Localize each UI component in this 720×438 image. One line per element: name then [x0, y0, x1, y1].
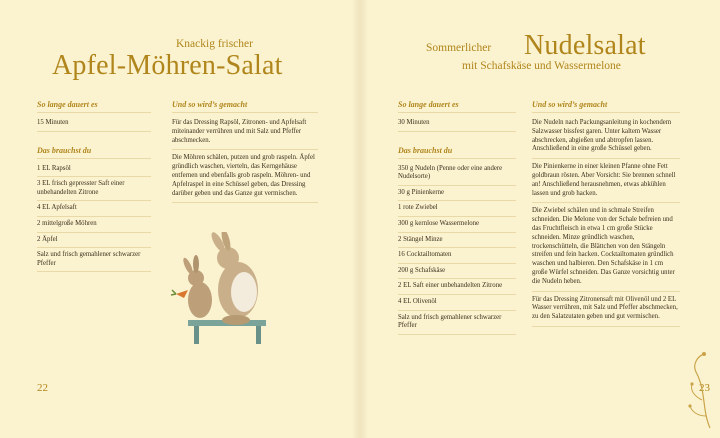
- left-ingredients-heading: Das brauchst du: [37, 146, 151, 159]
- left-steps-column: [172, 100, 318, 207]
- list-item: Salz und frisch gemahlener schwarzer Pfeffer: [398, 314, 516, 335]
- right-info-column: [398, 100, 516, 338]
- list-item: 1 rote Zwiebel: [398, 204, 516, 217]
- small-rabbit-ear: [181, 257, 194, 276]
- step-paragraph: Die Zwiebel schälen und in schmale Streifen schneiden. Die Melone von der Schale befreien und das Fruchtfleisch in etwa 1 cm große Stücke schneiden. Minze gründlich waschen, trockenschütteln, die Blättchen von den Stängeln streifen und fein hacken. Cocktailtomaten gründlich waschen und halbieren. Den Schafskäse in 1 cm große Würfel schneiden. Das Ganze vorsichtig unter die Nudeln heben.: [532, 207, 680, 291]
- step-paragraph: Die Möhren schälen, putzen und grob raspeln. Äpfel gründlich waschen, vierteln, das Kerngehäuse entfernen und ebenfalls grob raspeln. Möhren- und Apfelraspel in eine Schüssel geben, das Dressing darüber geben und das Ganze gut vermischen.: [172, 154, 318, 203]
- list-item: 3 EL frisch gepresster Saft einer unbehandelten Zitrone: [37, 180, 151, 201]
- step-paragraph: Die Pinienkerne in einer kleinen Pfanne ohne Fett goldbraun rösten. Aber Vorsicht: Sie brennen schnell an! Anschließend herausnehmen, etwas abkühlen lassen und grob hacken.: [532, 163, 680, 203]
- list-item: 350 g Nudeln (Penne oder eine andere Nudelsorte): [398, 165, 516, 186]
- left-time-value: 15 Minuten: [37, 119, 151, 132]
- floral-flourish-icon: [672, 350, 712, 430]
- list-item: 2 Äpfel: [37, 236, 151, 249]
- right-subtitle: mit Schafskäse und Wassermelone: [462, 60, 621, 72]
- left-title: Apfel-Möhren-Salat: [52, 50, 283, 81]
- right-ingredients-heading: Das brauchst du: [398, 146, 516, 159]
- left-kicker: Knackig frischer: [176, 38, 253, 50]
- right-title: Nudelsalat: [524, 30, 646, 61]
- bench-leg: [256, 326, 261, 344]
- list-item: 2 Stängel Minze: [398, 236, 516, 249]
- list-item: 2 mittelgroße Möhren: [37, 220, 151, 233]
- rabbit-feet: [222, 315, 250, 325]
- step-paragraph: Für das Dressing Rapsöl, Zitronen- und Apfelsaft miteinander verrühren und mit Salz und Pfeffer abschmecken.: [172, 119, 318, 150]
- rabbit-belly: [231, 272, 257, 312]
- step-paragraph: Für das Dressing Zitronensaft mit Olivenöl und 2 EL Wasser verrühren, mit Salz und Pfeffer abschmecken, zu den Salatzutaten geben und gut vermischen.: [532, 296, 680, 327]
- right-steps-column: [532, 100, 680, 331]
- carrot: [176, 290, 188, 298]
- page-number-left: 22: [37, 382, 48, 394]
- left-info-column: [37, 100, 151, 275]
- right-time-value: 30 Minuten: [398, 119, 516, 132]
- list-item: 16 Cocktailtomaten: [398, 251, 516, 264]
- page-number-right: 23: [699, 382, 710, 394]
- right-page: [360, 0, 720, 438]
- right-time-heading: So lange dauert es: [398, 100, 516, 113]
- left-time-heading: So lange dauert es: [37, 100, 151, 113]
- right-kicker: Sommerlicher: [426, 42, 492, 54]
- right-steps-heading: Und so wird’s gemacht: [532, 100, 680, 113]
- list-item: Salz und frisch gemahlener schwarzer Pfeffer: [37, 251, 151, 272]
- list-item: 200 g Schafskäse: [398, 267, 516, 280]
- carrot-leaves: [171, 290, 176, 295]
- left-ingredients-list: [37, 165, 151, 273]
- list-item: 2 EL Saft einer unbehandelten Zitrone: [398, 282, 516, 295]
- list-item: 1 EL Rapsöl: [37, 165, 151, 178]
- rabbits-illustration: [166, 232, 286, 350]
- list-item: 300 g kernlose Wassermelone: [398, 220, 516, 233]
- right-ingredients-list: [398, 165, 516, 335]
- list-item: 30 g Pinienkerne: [398, 189, 516, 202]
- small-rabbit-ear: [193, 255, 199, 273]
- step-paragraph: Die Nudeln nach Packungsanleitung in kochendem Salzwasser bissfest garen. Unter kaltem Wasser abschrecken, abgießen und abtropfen lassen. Anschließend in eine große Schüssel geben.: [532, 119, 680, 159]
- small-rabbit-body: [188, 282, 212, 318]
- list-item: 4 EL Apfelsaft: [37, 204, 151, 217]
- list-item: 4 EL Olivenöl: [398, 298, 516, 311]
- left-steps-heading: Und so wird’s gemacht: [172, 100, 318, 113]
- bench-leg: [194, 326, 199, 344]
